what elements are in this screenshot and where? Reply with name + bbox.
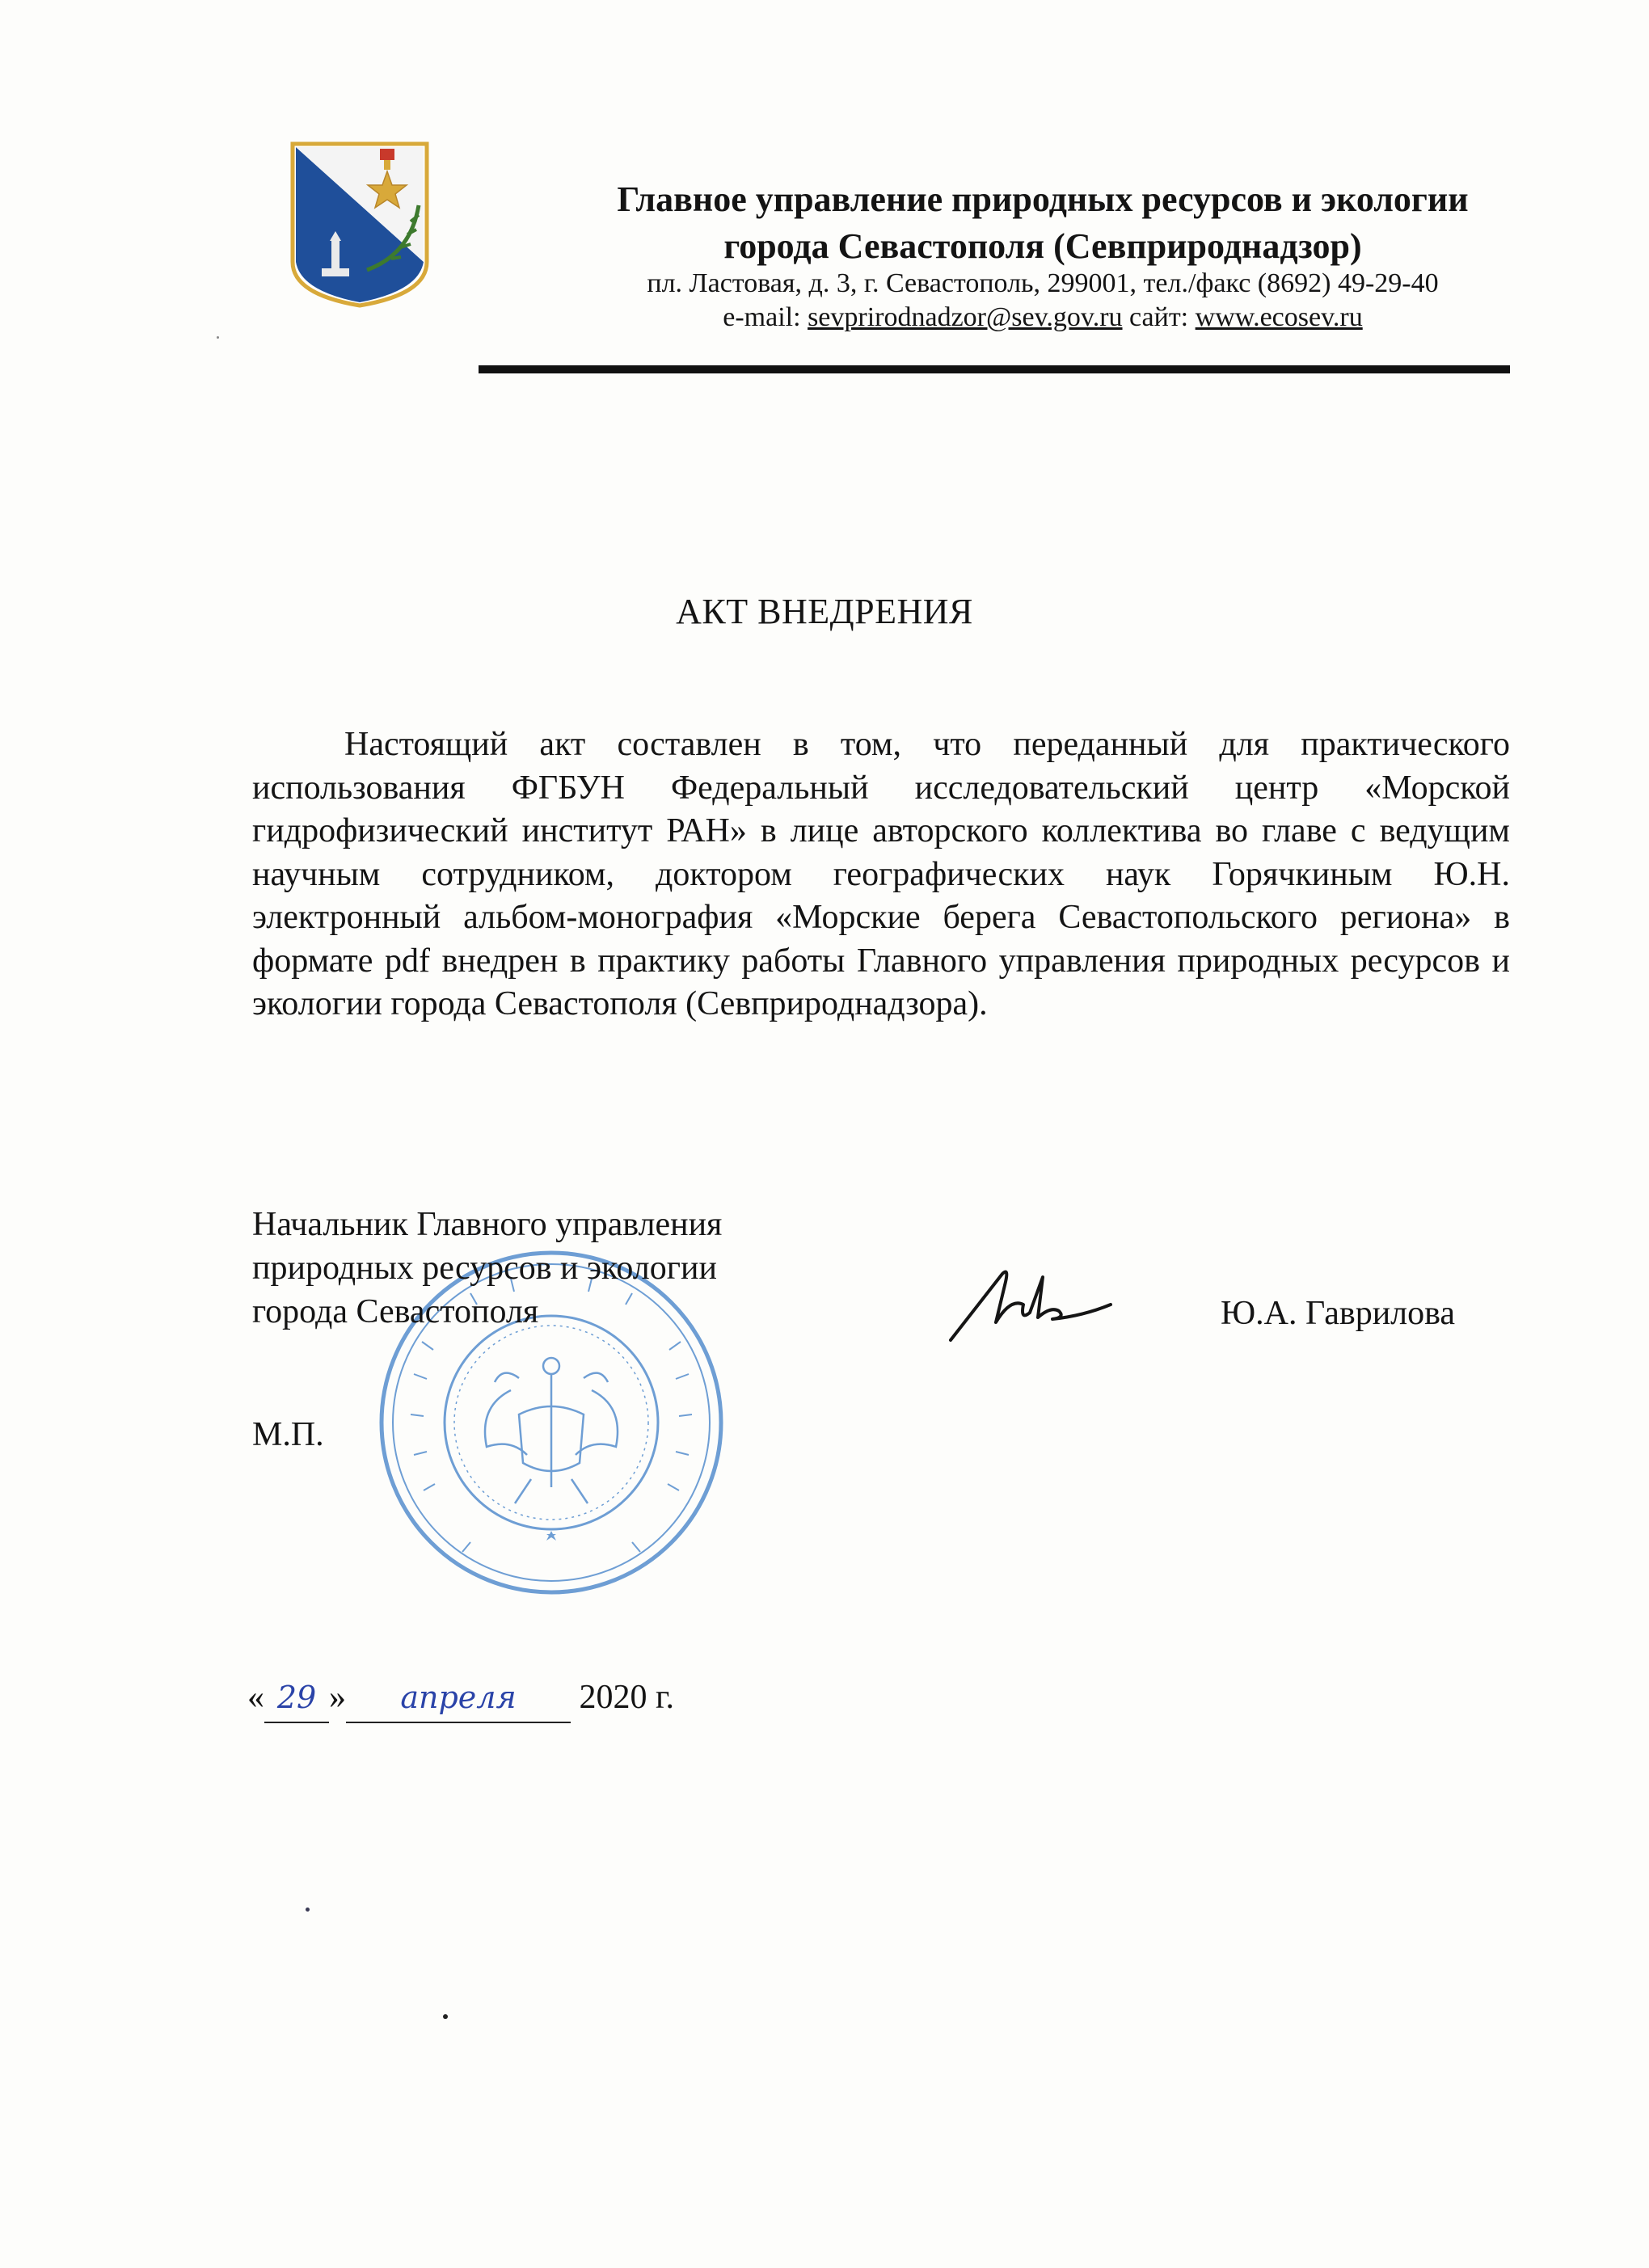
document-body: Настоящий акт составлен в том, что переданный для практического использования ФГБУН Федеральный исследовательский центр «Морской гидрофизический институт РАН» в лице авторского коллектива во главе с ведущим научным сотрудником, доктором географических наук Горячкиным Ю.Н. электронный альбом-монография «Морские берега Севастопольского региона» в формате pdf внедрен в практику работы Главного управления природных ресурсов и экологии города Севастополя (Севприроднадзора). — [252, 726, 1510, 1022]
date-close-quote: » — [329, 1679, 346, 1716]
coat-of-arms-icon — [289, 141, 430, 309]
site-link[interactable]: www.ecosev.ru — [1195, 302, 1363, 332]
document-title: АКТ ВНЕДРЕНИЯ — [676, 592, 973, 631]
organization-name — [453, 176, 1633, 270]
date-month-field — [346, 1673, 571, 1723]
signer-position — [252, 1203, 867, 1334]
organization-name-line1: Главное управление природных ресурсов и экологии — [617, 179, 1469, 219]
signer-position-line2: природных ресурсов и экологии — [252, 1250, 717, 1287]
date-month-value: апреля — [400, 1680, 517, 1715]
scan-speck — [217, 336, 219, 339]
header-divider — [479, 365, 1510, 373]
date-year: 2020 г. — [571, 1679, 674, 1716]
seal-place-label: М.П. — [252, 1416, 324, 1453]
site-label: сайт: — [1122, 302, 1196, 332]
organization-name-line2: города Севастополя (Севприроднадзор) — [723, 226, 1362, 266]
signer-position-line3: города Севастополя — [252, 1293, 539, 1330]
email-link[interactable]: sevprirodnadzor@sev.gov.ru — [808, 302, 1123, 332]
document-date — [247, 1673, 975, 1723]
organization-contacts — [453, 301, 1633, 335]
date-open-quote: « — [247, 1679, 264, 1716]
handwritten-signature-icon — [946, 1266, 1116, 1347]
date-day-value: 29 — [276, 1680, 317, 1715]
organization-address: пл. Ластовая, д. 3, г. Севастополь, 299001, тел./факс (8692) 49-29-40 — [647, 268, 1439, 298]
scan-speck — [306, 1908, 310, 1912]
date-day-field — [264, 1673, 329, 1723]
email-label: e-mail: — [723, 302, 808, 332]
scan-speck — [443, 2014, 448, 2019]
signer-name: Ю.А. Гаврилова — [1221, 1295, 1456, 1332]
signer-position-line1: Начальник Главного управления — [252, 1206, 723, 1243]
